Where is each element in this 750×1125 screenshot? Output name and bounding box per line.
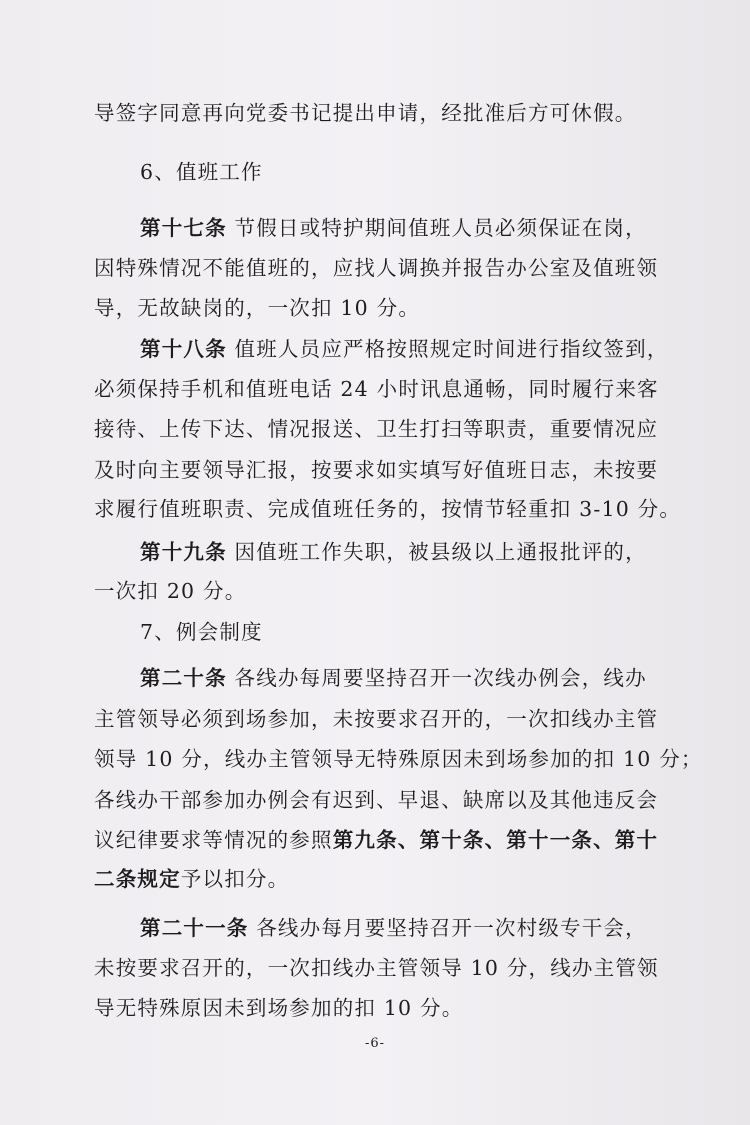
text-line: 领导 10 分，线办主管领导无特殊原因未到场参加的扣 10 分； xyxy=(94,747,703,771)
text-line: 主管领导必须到场参加，未按要求召开的，一次扣线办主管 xyxy=(94,707,659,731)
text-line: 及时向主要领导汇报，按要求如实填写好值班日志，未按要 xyxy=(94,458,659,482)
page-number: -6- xyxy=(364,1036,386,1051)
text-line: 因特殊情况不能值班的，应找人调换并报告办公室及值班领 xyxy=(94,256,659,280)
text-line: 接待、上传下达、情况报送、卫生打扫等职责，重要情况应 xyxy=(94,417,659,441)
text-line: 未按要求召开的，一次扣线办主管领导 10 分，线办主管领 xyxy=(94,956,659,980)
article-19: 第十九条 因值班工作失职，被县级以上通报批评的， xyxy=(140,540,647,564)
text-line: 二条规定予以扣分。 xyxy=(94,867,290,891)
text-line: 必须保持手机和值班电话 24 小时讯息通畅，同时履行来客 xyxy=(94,377,659,401)
text-line: 一次扣 20 分。 xyxy=(94,579,247,603)
text-line: 求履行值班职责、完成值班任务的，按情节轻重扣 3-10 分。 xyxy=(94,497,682,521)
article-18: 第十八条 值班人员应严格按照规定时间进行指纹签到， xyxy=(140,337,669,361)
article-17: 第十七条 节假日或特护期间值班人员必须保证在岗， xyxy=(140,216,647,240)
section-heading: 6、值班工作 xyxy=(140,160,263,184)
article-20: 第二十条 各线办每周要坚持召开一次线办例会，线办 xyxy=(140,666,647,690)
section-heading: 7、例会制度 xyxy=(140,620,263,644)
text-line: 导无特殊原因未到场参加的扣 10 分。 xyxy=(94,996,464,1020)
text-line: 各线办干部参加办例会有迟到、早退、缺席以及其他违反会 xyxy=(94,788,659,812)
article-21: 第二十一条 各线办每月要坚持召开一次村级专干会， xyxy=(140,916,647,940)
text-line: 导签字同意再向党委书记提出申请，经批准后方可休假。 xyxy=(94,101,637,125)
text-line: 导，无故缺岗的，一次扣 10 分。 xyxy=(94,296,421,320)
text-line: 议纪律要求等情况的参照第九条、第十条、第十一条、第十 xyxy=(94,828,659,852)
